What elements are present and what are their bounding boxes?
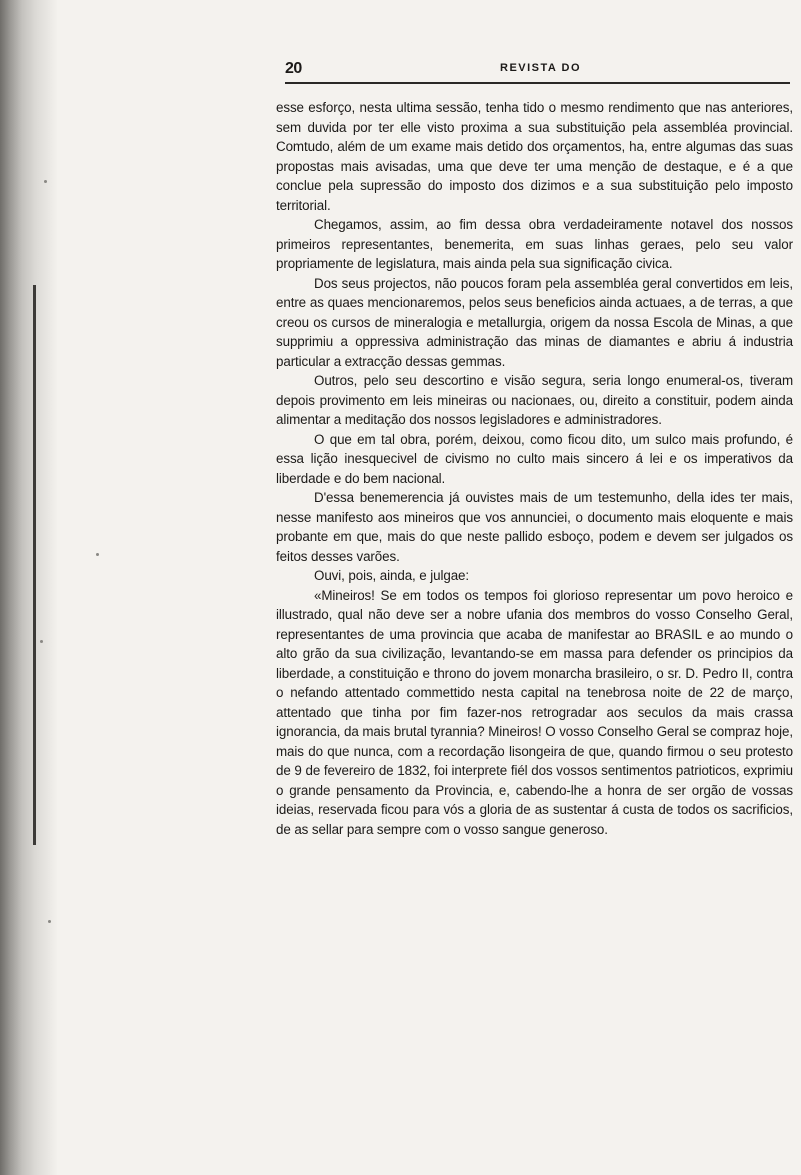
quote-paragraph: «Mineiros! Se em todos os tempos foi glorioso representar um povo heroico e illustrado, qual não deve ser a nobre ufania dos membros do vosso Conselho Geral, representantes de uma provincia que acaba de manifestar ao BRASIL e ao mundo o alto grão da sua civilização, levantando-se em massa para defender os principios da liberdade, a constituição e throno do jovem monarcha brasileiro, o sr. D. Pedro II, contra o nefando attentado commettido nesta capital na tenebrosa noite de 22 de março, attentado que tinha por fim fazer-nos retrogradar aos seculos da mais crassa ignorancia, da mais brutal tyrannia? Mineiros! O vosso Conselho Geral se compraz hoje, mais do que nunca, com a recordação lisongeira de que, quando firmou o seu protesto de 9 de fevereiro de 1832, foi interprete fiél dos vossos sentimentos patrioticos, exprimiu o grande pensamento da Provincia, e, cabendo-lhe a honra de ser orgão de vossas ideias, reservada ficou para vós a gloria de as sustentar á custa de todos os sacrificios, de as sellar para sempre com o vosso sangue generoso.: [276, 587, 793, 837]
paragraph: Dos seus projectos, não poucos foram pela assembléa geral convertidos em leis, entre as quaes mencionaremos, pelos seus beneficios ainda actuaes, a de terras, a que creou os cursos de mineralogia e metallurgia, origem da nossa Escola de Minas, a que supprimiu a oppressiva administração das minas de diamantes e abriu á industria particular a extracção dessas gemmas.: [276, 275, 793, 369]
page-header: [285, 60, 790, 84]
scan-speck: [48, 920, 51, 923]
scan-speck: [44, 180, 47, 183]
paragraph: esse esforço, nesta ultima sessão, tenha tido o mesmo rendimento que nas anteriores, sem duvida por ter elle visto proxima a sua substituição pela assembléa provincial. Comtudo, além de um exame mais detido dos orçamentos, ha, entre algumas das suas propostas mais avisadas, uma que deve ter uma menção de destaque, e é a que conclue pela supressão do imposto dos dizimos e a sua substituição pelo imposto territorial.: [276, 100, 793, 213]
body-text: [276, 98, 793, 839]
paragraph: O que em tal obra, porém, deixou, como ficou dito, um sulco mais profundo, é essa lição inesquecivel de civismo no culto mais sincero á lei e os imperativos da liberdade e do bem nacional.: [276, 431, 793, 486]
paragraph: Outros, pelo seu descortino e visão segura, seria longo enumeral-os, tiveram depois provimento em leis mineiras ou nacionaes, ou, direito a constituir, podem ainda alimentar a meditação dos nossos legisladores e administradores.: [276, 373, 793, 427]
page-binding-gutter: [0, 0, 58, 1175]
paragraph: Ouvi, pois, ainda, e julgae:: [314, 568, 470, 583]
header-rule: [285, 82, 790, 84]
paragraph: Chegamos, assim, ao fim dessa obra verdadeiramente notavel dos nossos primeiros representantes, benemerita, em suas linhas geraes, pelo seu valor propriamente de legislatura, mais ainda pela sua significação civica.: [276, 217, 793, 271]
page-number: 20: [285, 60, 302, 77]
binding-shadow-line: [33, 285, 36, 845]
running-head: REVISTA DO: [500, 62, 582, 74]
scan-speck: [40, 640, 43, 643]
scan-speck: [96, 553, 99, 556]
paragraph: D'essa benemerencia já ouvistes mais de um testemunho, della ides ter mais, nesse manifesto aos mineiros que vos annunciei, o documento mais eloquente e mais probante em que, mais do que neste pallido esboço, podem e devem ser julgados os feitos desses varões.: [276, 490, 793, 564]
